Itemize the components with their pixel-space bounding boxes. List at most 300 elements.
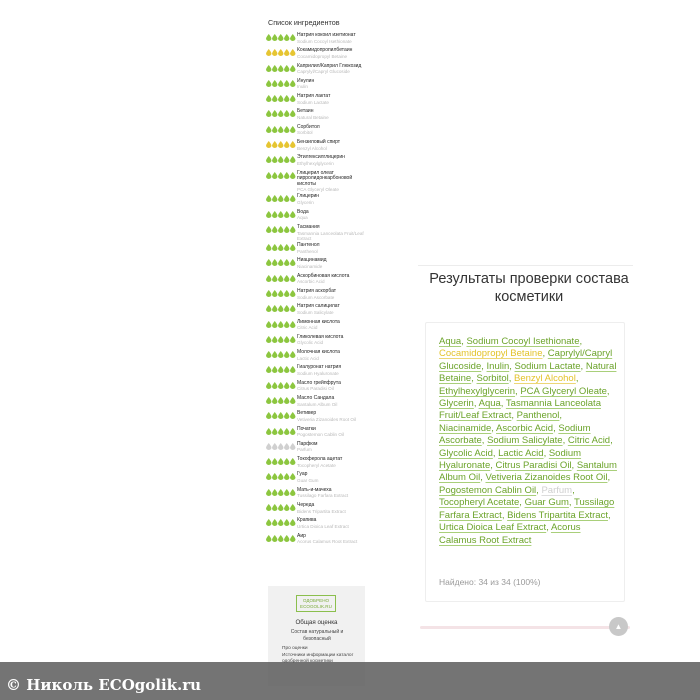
drop-icon [284, 428, 290, 435]
drop-icon [278, 443, 284, 450]
drop-icon [272, 211, 278, 218]
about-ratings-link[interactable]: Про оценки [282, 646, 308, 651]
divider [418, 265, 633, 266]
ingredient-name-en: Ethylhexylglycerin [297, 160, 334, 166]
drop-icon [278, 519, 284, 526]
ingredient-name-en: Natural Betaine [297, 115, 329, 121]
ingredient-item[interactable] [266, 289, 366, 303]
ingredient-item[interactable] [266, 210, 366, 224]
drop-icon [278, 412, 284, 419]
ingredient-name-en: Tocopheryl Acetate [297, 462, 336, 468]
drop-icon [272, 275, 278, 282]
drop-icon [278, 458, 284, 465]
drop-icon [284, 366, 290, 373]
ingredient-item[interactable] [266, 155, 366, 169]
safety-drops [266, 382, 297, 389]
ingredient-name-en: Pogostemon Cablin Oil [297, 432, 344, 438]
safety-drops [266, 305, 297, 312]
drop-icon [266, 519, 272, 526]
found-count: Найдено: 34 из 34 (100%) [439, 577, 541, 587]
ingredient-item[interactable] [266, 396, 366, 410]
drop-icon [284, 535, 290, 542]
ingredient-item[interactable] [266, 140, 366, 154]
ingredient-item[interactable] [266, 109, 366, 123]
ingredient-name-en: Acorus Calamus Root Extract [297, 539, 358, 545]
drop-icon [278, 34, 284, 41]
drop-icon [272, 412, 278, 419]
drop-icon [266, 351, 272, 358]
ingredient-name-ru: Гуар [297, 471, 308, 478]
ingredient-name-en: Citrus Paradisi Oil [297, 386, 334, 392]
drop-icon [272, 141, 278, 148]
drop-icon [278, 195, 284, 202]
safety-drops [266, 336, 297, 343]
ingredient-token[interactable]: Sorbitol [476, 373, 509, 385]
drop-icon [284, 211, 290, 218]
ingredient-item[interactable] [266, 411, 366, 425]
drop-icon [290, 351, 296, 358]
drop-icon [278, 172, 284, 179]
drop-icon [284, 195, 290, 202]
drop-icon [278, 290, 284, 297]
safety-drops [266, 412, 297, 419]
ingredient-item[interactable] [266, 472, 366, 486]
ingredient-token[interactable]: Guar Gum [524, 497, 569, 509]
drop-icon [272, 226, 278, 233]
chevron-up-icon: ▲ [614, 622, 623, 631]
drop-icon [290, 49, 296, 56]
ingredient-token[interactable]: PCA Glyceryl Oleate [520, 385, 607, 397]
drop-icon [278, 156, 284, 163]
drop-icon [290, 428, 296, 435]
drop-icon [266, 110, 272, 117]
drop-icon [266, 126, 272, 133]
ingredient-token[interactable]: Aqua [478, 398, 501, 410]
scroll-top-button[interactable] [609, 617, 628, 636]
ingredient-name-ru: Кокамидопропилбетаин [297, 47, 353, 54]
ingredient-item[interactable] [266, 171, 366, 193]
safety-drops [266, 351, 297, 358]
drop-icon [278, 126, 284, 133]
drop-icon [284, 80, 290, 87]
drop-icon [266, 458, 272, 465]
drop-icon [272, 95, 278, 102]
ingredient-name-ru: Вода [297, 208, 309, 215]
ingredient-token[interactable]: Bidens Tripartita Extract [507, 509, 608, 521]
drop-icon [272, 458, 278, 465]
ingredient-name-en: Santalum Album Oil [297, 401, 338, 407]
drop-icon [272, 80, 278, 87]
drop-icon [278, 226, 284, 233]
safety-drops [266, 80, 297, 87]
drop-icon [272, 156, 278, 163]
ingredient-item[interactable] [266, 503, 366, 517]
ingredient-token[interactable]: Santalum Album Oil [439, 460, 617, 484]
drop-icon [278, 321, 284, 328]
ingredient-name-ru: Ветивер [297, 410, 317, 417]
progress-line [420, 626, 630, 629]
drop-icon [284, 126, 290, 133]
ingredient-item[interactable] [266, 79, 366, 93]
drop-icon [284, 458, 290, 465]
ingredient-name-en: Benzyl Alcohol [297, 145, 327, 151]
ingredient-item[interactable] [266, 518, 366, 532]
safety-drops [266, 504, 297, 511]
drop-icon [290, 141, 296, 148]
safety-drops [266, 195, 297, 202]
drop-icon [278, 49, 284, 56]
drop-icon [284, 156, 290, 163]
ingredient-token[interactable]: Sodium Cocoyl Isethionate [466, 336, 580, 347]
ingredient-item[interactable] [266, 243, 366, 257]
drop-icon [272, 489, 278, 496]
ingredient-name-en: Sodium Hyaluronate [297, 370, 339, 376]
ingredient-item[interactable] [266, 274, 366, 288]
safety-drops [266, 290, 297, 297]
drop-icon [272, 535, 278, 542]
drop-icon [284, 34, 290, 41]
ingredient-token[interactable]: Citric Acid [567, 435, 611, 447]
drop-icon [272, 65, 278, 72]
ingredient-name-ru: Гликолевая кислота [297, 333, 344, 340]
drop-icon [284, 172, 290, 179]
ingredient-name-ru: Ниацинамид [297, 257, 327, 264]
ingredient-item[interactable] [266, 457, 366, 471]
ingredient-name-en: Glycolic Acid [297, 340, 324, 346]
drop-icon [272, 244, 278, 251]
ingredient-item[interactable] [266, 442, 366, 456]
results-title: Результаты проверки состава косметики [429, 271, 629, 305]
drop-icon [272, 290, 278, 297]
drop-icon [266, 397, 272, 404]
ingredient-item[interactable] [266, 350, 366, 364]
drop-icon [272, 110, 278, 117]
drop-icon [278, 397, 284, 404]
drop-icon [272, 366, 278, 373]
rating-text: Состав натуральный и безопасный [290, 629, 344, 642]
drop-icon [290, 126, 296, 133]
drop-icon [278, 473, 284, 480]
drop-icon [278, 95, 284, 102]
drop-icon [290, 110, 296, 117]
ingredient-name-ru: Бензиловый спирт [297, 139, 341, 146]
ingredient-name-en: Sodium Cocoyl Isethionate [297, 38, 352, 44]
ingredient-name-ru: Натрия салицилат [297, 303, 340, 310]
drop-icon [266, 275, 272, 282]
approved-badge[interactable] [296, 595, 336, 612]
ingredient-name-ru: Инулин [297, 77, 315, 84]
drop-icon [284, 305, 290, 312]
ingredient-name-en: Caprylyl/Capryl Glucoside [297, 69, 350, 75]
safety-drops [266, 275, 297, 282]
ingredient-item[interactable] [266, 94, 366, 108]
ingredient-token[interactable]: Vetiveria Zizanoides Root Oil [485, 472, 608, 484]
ingredient-token[interactable]: Sodium Ascorbate [439, 422, 591, 447]
safety-drops [266, 397, 297, 404]
drop-icon [272, 172, 278, 179]
drop-icon [278, 275, 284, 282]
drop-icon [284, 110, 290, 117]
drop-icon [290, 195, 296, 202]
drop-icon [284, 290, 290, 297]
drop-icon [284, 336, 290, 343]
safety-drops [266, 226, 297, 233]
ingredient-token[interactable]: Glycolic Acid [439, 447, 493, 459]
safety-drops [266, 458, 297, 465]
badge-line-2: ECOGOLIK.RU [300, 604, 332, 609]
drop-icon [290, 382, 296, 389]
drop-icon [278, 305, 284, 312]
drop-icon [290, 244, 296, 251]
ingredient-token[interactable]: Caprylyl/Capryl Glucoside [439, 348, 613, 372]
ingredient-name-ru: Масло Сандала [297, 394, 335, 401]
drop-icon [278, 336, 284, 343]
ingredient-name-en: Bidens Tripartita Extract [297, 508, 346, 514]
drop-icon [290, 458, 296, 465]
drop-icon [266, 80, 272, 87]
drop-icon [278, 80, 284, 87]
drop-icon [266, 156, 272, 163]
ingredient-token[interactable]: Pogostemon Cablin Oil [439, 484, 537, 496]
drop-icon [272, 336, 278, 343]
ingredient-token[interactable]: Sodium Salicylate [487, 435, 563, 447]
ingredient-name-en: Sorbitol [297, 130, 313, 136]
ingredient-token[interactable]: Niacinamide [439, 422, 492, 434]
ingredient-token[interactable]: Cocamidopropyl Betaine [439, 348, 543, 360]
drop-icon [284, 412, 290, 419]
safety-drops [266, 156, 297, 163]
drop-icon [272, 473, 278, 480]
drop-icon [290, 275, 296, 282]
drop-icon [266, 141, 272, 148]
ingredient-name-ru: Этилгексилглицерин [297, 154, 345, 161]
ingredient-token[interactable]: Sodium Lactate [514, 360, 581, 372]
ingredient-token[interactable]: Ethylhexylglycerin [439, 385, 516, 397]
drop-icon [266, 211, 272, 218]
ingredients-list [266, 33, 366, 548]
safety-drops [266, 244, 297, 251]
ingredient-name-ru: Крапива [297, 517, 317, 524]
ingredient-item[interactable] [266, 64, 366, 78]
drop-icon [290, 290, 296, 297]
drop-icon [278, 366, 284, 373]
ingredient-name-ru: Натрия лактат [297, 93, 331, 100]
ingredient-token[interactable]: Panthenol [516, 410, 560, 422]
drop-icon [266, 382, 272, 389]
ingredient-token[interactable]: Acorus Calamus Root Extract [439, 522, 581, 546]
ingredient-name-en: Ascorbic Acid [297, 279, 325, 285]
ingredient-token[interactable]: Inulin [486, 360, 510, 372]
ingredient-item[interactable] [266, 488, 366, 502]
drop-icon [290, 172, 296, 179]
ingredient-token[interactable]: Ascorbic Acid [496, 422, 554, 434]
ingredient-item[interactable] [266, 304, 366, 318]
results-card [425, 322, 625, 602]
ingredient-token[interactable]: Glycerin [439, 398, 474, 410]
safety-drops [266, 172, 297, 179]
ingredient-item[interactable] [266, 365, 366, 379]
ingredient-name-en: Inulin [297, 84, 308, 90]
ingredient-name-en: Lactic Acid [297, 355, 319, 361]
ingredient-item[interactable] [266, 335, 366, 349]
ingredient-token[interactable]: Sodium Hyaluronate [439, 447, 582, 472]
drop-icon [266, 195, 272, 202]
drop-icon [266, 65, 272, 72]
safety-drops [266, 211, 297, 218]
drop-icon [272, 34, 278, 41]
ingredient-name-en: Tussilago Farfara Extract [297, 493, 349, 499]
ingredient-name-ru: Початки [297, 425, 316, 432]
drop-icon [290, 80, 296, 87]
drop-icon [278, 535, 284, 542]
safety-drops [266, 110, 297, 117]
drop-icon [290, 211, 296, 218]
ingredient-item[interactable] [266, 534, 366, 548]
drop-icon [278, 259, 284, 266]
ingredient-token[interactable]: Citrus Paradisi Oil [495, 460, 572, 472]
ingredient-name-ru: Пантенол [297, 242, 320, 249]
drop-icon [272, 382, 278, 389]
drop-icon [266, 504, 272, 511]
drop-icon [290, 366, 296, 373]
ingredients-title: Список ингредиентов [268, 18, 340, 27]
ingredient-name-en: Vetiveria Zizanoides Root Oil [297, 416, 356, 422]
drop-icon [266, 95, 272, 102]
drop-icon [284, 321, 290, 328]
ingredient-item[interactable] [266, 33, 366, 47]
drop-icon [266, 321, 272, 328]
safety-drops [266, 126, 297, 133]
ingredient-name-ru: Токоферола ацетат [297, 456, 343, 463]
drop-icon [284, 244, 290, 251]
drop-icon [284, 519, 290, 526]
ingredient-name-en: Aqua [297, 215, 308, 221]
ingredient-name-en: Citric Acid [297, 325, 318, 331]
ingredient-token[interactable]: Urtica Dioica Leaf Extract [439, 522, 547, 534]
safety-drops [266, 95, 297, 102]
ingredient-item[interactable] [266, 48, 366, 62]
ingredient-token[interactable]: Lactic Acid [498, 447, 544, 459]
safety-drops [266, 366, 297, 373]
ingredient-name-en: Glycerin [297, 199, 314, 205]
drop-icon [272, 519, 278, 526]
rating-title: Общая оценка [295, 619, 338, 626]
ingredient-token[interactable]: Aqua [439, 336, 462, 347]
ingredient-token[interactable]: Natural Betaine [439, 360, 617, 385]
drop-icon [290, 473, 296, 480]
ingredient-item[interactable] [266, 258, 366, 272]
ingredient-name-ru: Череда [297, 502, 315, 509]
ingredient-item[interactable] [266, 427, 366, 441]
drop-icon [284, 226, 290, 233]
ingredient-name-en: Niacinamide [297, 263, 323, 269]
sources-link[interactable]: Источники информации каталог [282, 653, 354, 658]
ingredient-token[interactable]: Tocopheryl Acetate [439, 497, 520, 509]
drop-icon [284, 473, 290, 480]
drop-icon [290, 412, 296, 419]
badge-line-1: ОДОБРЕНО [302, 598, 330, 603]
drop-icon [266, 259, 272, 266]
drop-icon [272, 321, 278, 328]
ingredient-token[interactable]: Tasmannia Lanceolata Fruit/Leaf Extract [439, 398, 601, 422]
drop-icon [278, 141, 284, 148]
drop-icon [284, 443, 290, 450]
drop-icon [266, 489, 272, 496]
ingredients-panel [266, 14, 366, 549]
composition-text: Aqua, Sodium Cocoyl Isethionate, Cocamidopropyl Betaine, Caprylyl/Capryl Glucoside, Inulin, Sodium Lactate, Natural Betaine, Sorbitol, Benzyl Alcohol, Ethylhexylglycerin, PCA Glyceryl Oleate, Glycerin, Aqua, Tasmannia Lanceolata Fruit/Leaf Extract, Panthenol, Niacinamide, Ascorbic Acid, Sodium Ascorbate, Sodium Salicylate, Citric Acid, Glycolic Acid, Lactic Acid, Sodium Hyaluronate, Citrus Paradisi Oil, Santalum Album Oil, Vetiveria Zizanoides Root Oil, Pogostemon Cablin Oil, Parfum, Tocopheryl Acetate, Guar Gum, Tussilago Farfara Extract, Bidens Tripartita Extract, Urtica Dioica Leaf Extract, Acorus Calamus Root Extract [439, 336, 617, 546]
drop-icon [284, 397, 290, 404]
drop-icon [272, 305, 278, 312]
drop-icon [272, 351, 278, 358]
ingredient-item[interactable] [266, 125, 366, 139]
safety-drops [266, 428, 297, 435]
ingredient-name-ru: Парфюм [297, 440, 318, 447]
drop-icon [266, 336, 272, 343]
drop-icon [266, 428, 272, 435]
drop-icon [290, 535, 296, 542]
drop-icon [266, 412, 272, 419]
drop-icon [272, 195, 278, 202]
ingredient-name-en: Guar Gum [297, 478, 319, 484]
ingredient-token[interactable]: Parfum [541, 484, 573, 496]
ingredient-name-en: Panthenol [297, 248, 318, 254]
drop-icon [272, 397, 278, 404]
ingredient-name-en: PCA Glyceryl Oleate [297, 187, 339, 193]
drop-icon [278, 65, 284, 72]
drop-icon [272, 504, 278, 511]
ingredient-item[interactable] [266, 194, 366, 208]
drop-icon [266, 290, 272, 297]
ingredient-name-en: Cocamidopropyl Betaine [297, 53, 348, 59]
ingredient-name-ru: Тасмания [297, 223, 320, 230]
drop-icon [290, 259, 296, 266]
safety-drops [266, 49, 297, 56]
ingredient-name-ru: Глицерил олеат пирролидонкарбоновой кислоты [297, 169, 353, 187]
drop-icon [290, 397, 296, 404]
ingredient-name-ru: Сорбитол [297, 123, 320, 130]
drop-icon [266, 535, 272, 542]
ingredient-name-ru: Лимонная кислота [297, 318, 340, 325]
drop-icon [290, 443, 296, 450]
watermark: © Николь ECOgolik.ru [6, 676, 202, 694]
drop-icon [290, 305, 296, 312]
safety-drops [266, 535, 297, 542]
drop-icon [284, 275, 290, 282]
ingredient-item[interactable] [266, 225, 366, 242]
safety-drops [266, 259, 297, 266]
safety-drops [266, 34, 297, 41]
drop-icon [272, 443, 278, 450]
ingredient-token[interactable]: Tussilago Farfara Extract [439, 497, 615, 521]
ingredient-token[interactable]: Benzyl Alcohol [514, 373, 576, 385]
drop-icon [278, 382, 284, 389]
ingredient-name-en: Urtica Dioica Leaf Extract [297, 523, 349, 529]
ingredient-name-ru: Натрия кокоил изетионат [297, 32, 356, 38]
ingredient-item[interactable] [266, 381, 366, 395]
drop-icon [284, 489, 290, 496]
ingredient-name-en: Sodium Ascorbate [297, 294, 335, 300]
ingredient-item[interactable] [266, 320, 366, 334]
drop-icon [266, 172, 272, 179]
drop-icon [284, 504, 290, 511]
ingredient-name-en: Sodium Salicylate [297, 309, 334, 315]
drop-icon [272, 49, 278, 56]
ingredient-name-ru: Натрия аскорбат [297, 287, 337, 294]
drop-icon [290, 519, 296, 526]
ingredient-name-ru: Масло грейпфрута [297, 379, 341, 386]
drop-icon [266, 34, 272, 41]
drop-icon [266, 443, 272, 450]
